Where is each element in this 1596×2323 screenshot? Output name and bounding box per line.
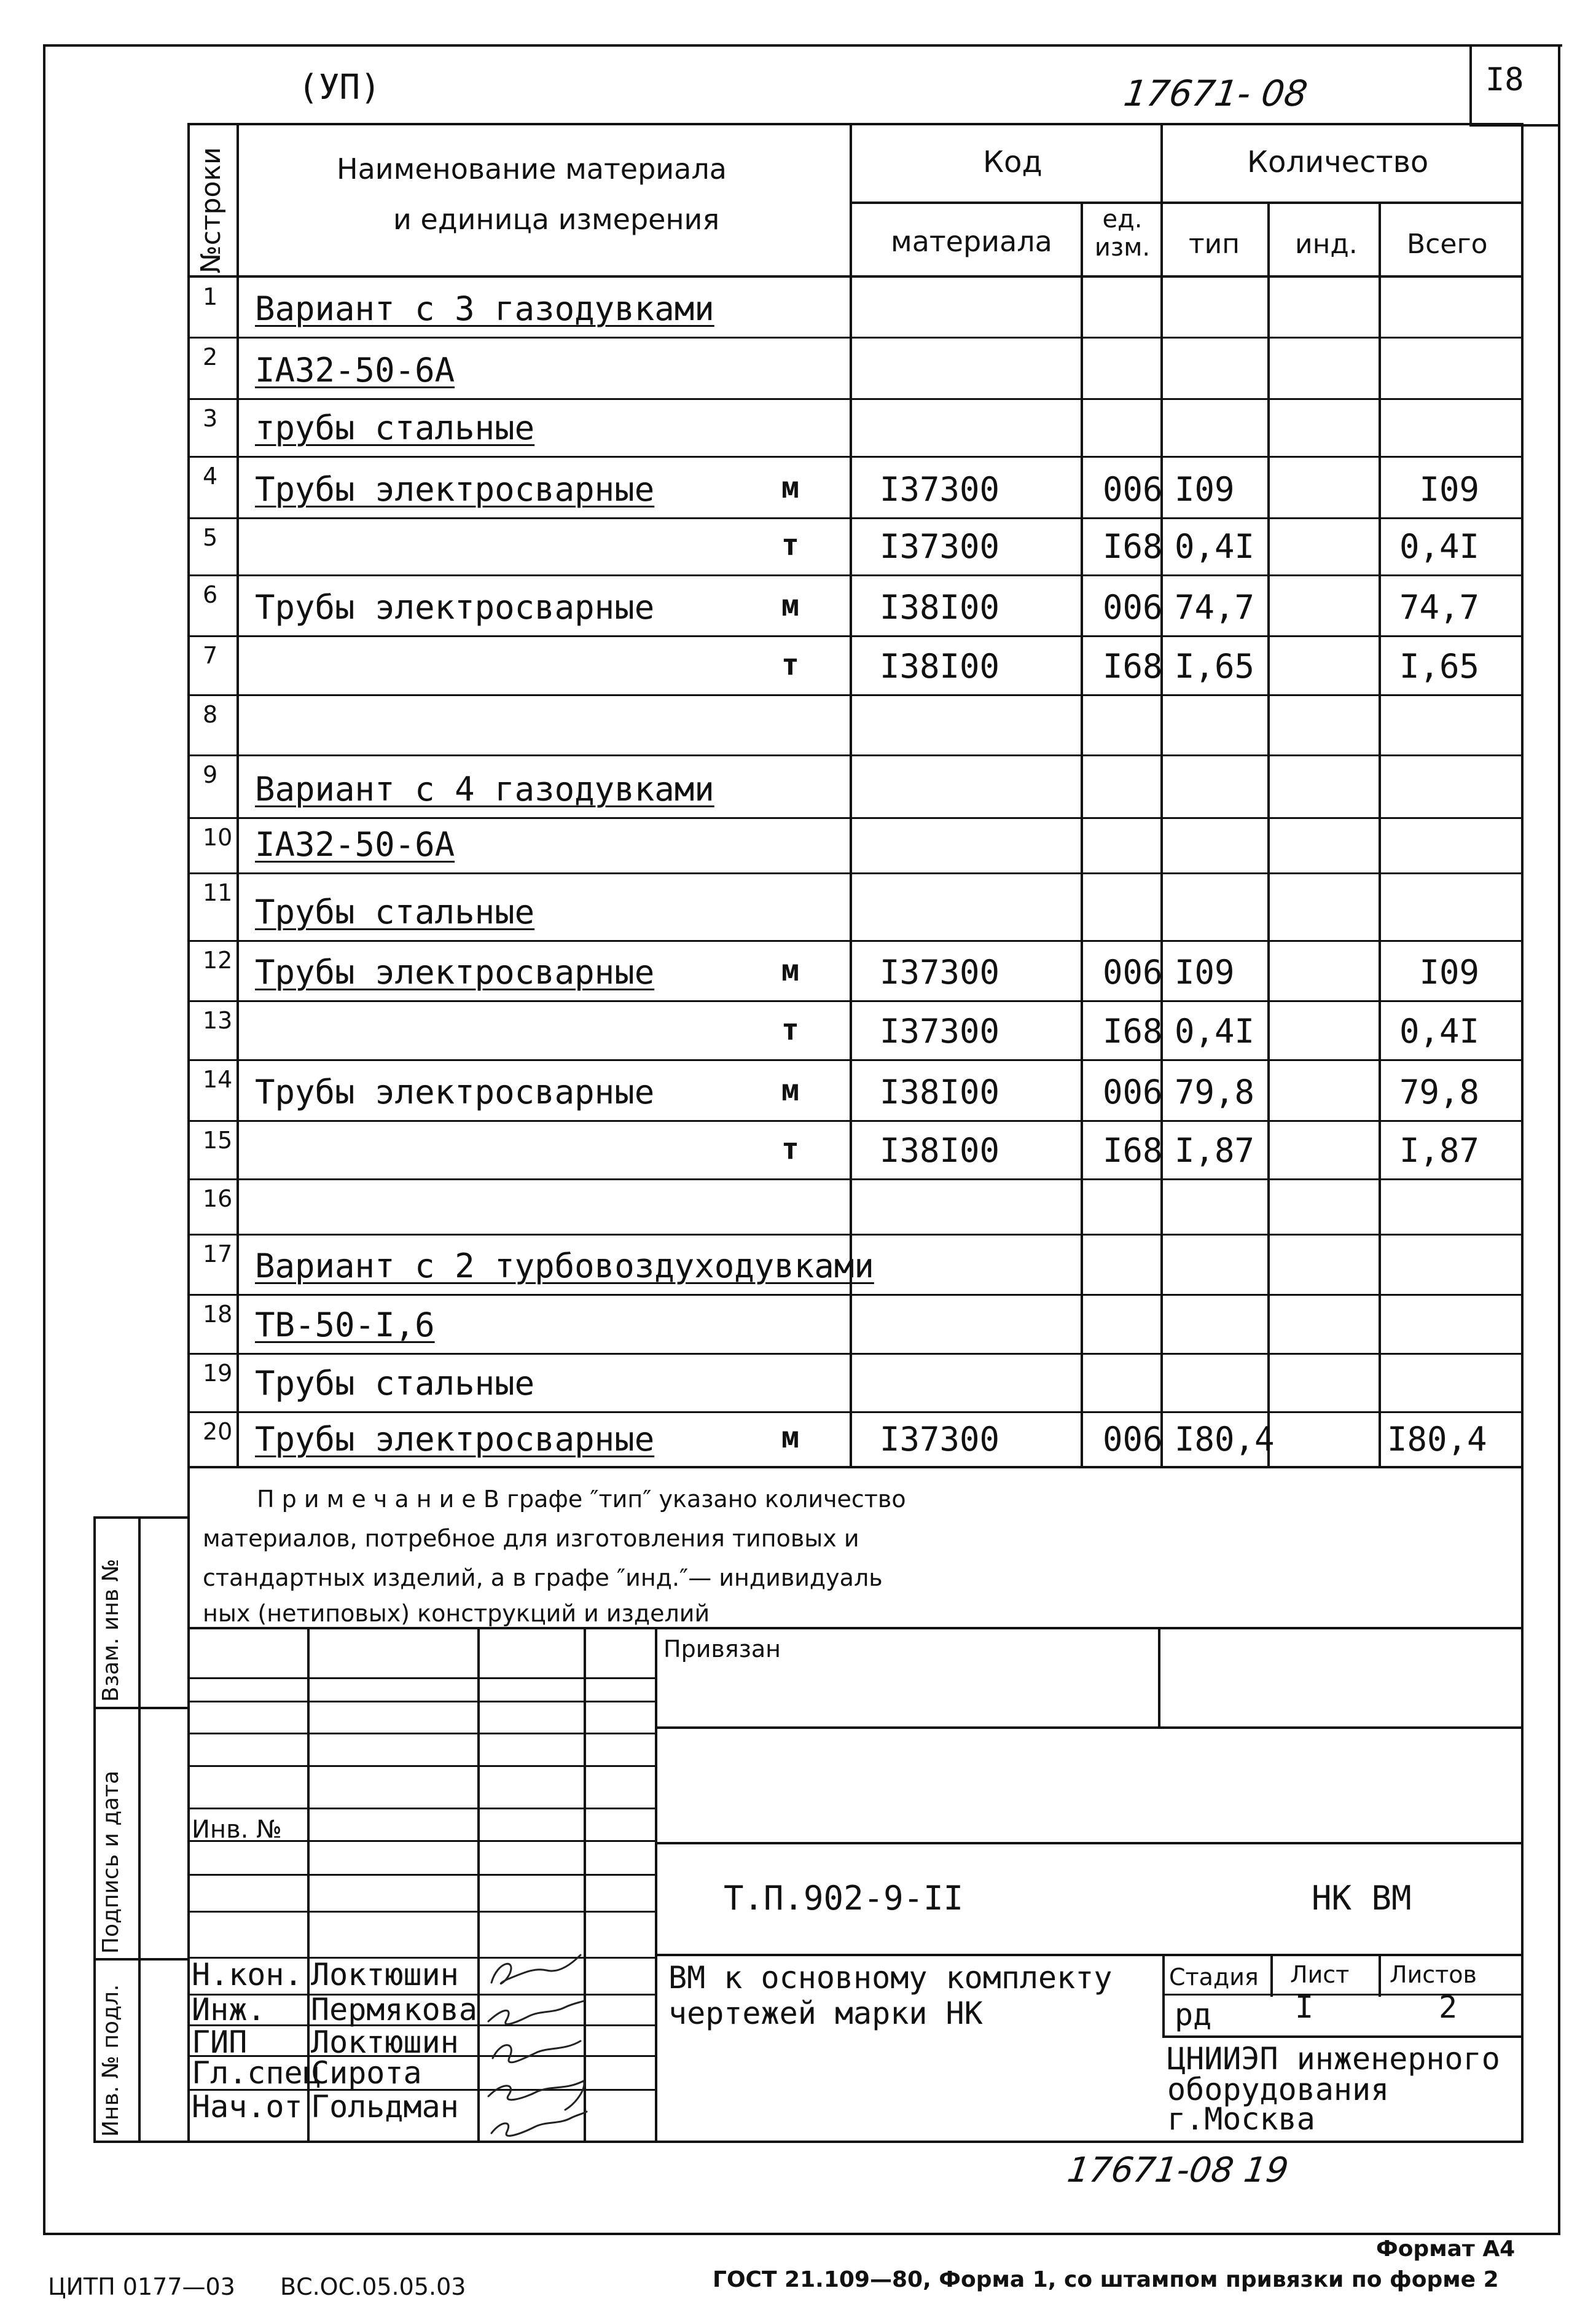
header-qty-type: тип xyxy=(1189,229,1240,260)
cell-code: I37300 xyxy=(880,470,1000,509)
row-separator xyxy=(187,337,1524,339)
cell-ucode: I68 xyxy=(1103,1012,1163,1051)
footer-format: Формат А4 xyxy=(1376,2236,1516,2262)
cell-type: 74,7 xyxy=(1175,588,1255,627)
cell-type: 0,4I xyxy=(1175,1012,1255,1051)
side-strip-mid xyxy=(138,1516,141,2143)
row-number: 2 xyxy=(203,343,218,370)
table-top xyxy=(187,123,1524,125)
cell-type: 0,4I xyxy=(1175,527,1255,566)
cell-ucode: 006 xyxy=(1103,588,1163,627)
people-grid-row xyxy=(187,1765,655,1767)
cell-ucode: I68 xyxy=(1103,527,1163,566)
row-separator xyxy=(187,456,1524,458)
row-separator xyxy=(187,1353,1524,1355)
cell-unit: м xyxy=(781,1073,799,1108)
row-number: 17 xyxy=(203,1240,233,1267)
cell-name: Вариант с 2 турбовоздуходувками xyxy=(255,1247,874,1285)
cell-unit: т xyxy=(781,528,799,562)
row-separator xyxy=(187,1000,1524,1002)
stamp-stage: рд xyxy=(1175,1997,1212,2032)
row-separator xyxy=(187,754,1524,756)
table-body-bottom xyxy=(187,1466,1524,1468)
people-grid-row xyxy=(187,1677,655,1679)
cell-total: I,65 xyxy=(1399,647,1479,686)
cell-ucode: I68 xyxy=(1103,1131,1163,1170)
stamp-mark: НК ВМ xyxy=(1312,1879,1412,1918)
stamp-stage-label: Стадия xyxy=(1169,1964,1259,1991)
stamp-stage-div1 xyxy=(1270,1954,1273,1997)
header-name-line2: и единица измерения xyxy=(393,203,720,236)
person-name: Сирота xyxy=(311,2055,422,2091)
note-line4: ных (нетиповых) конструкций и изделий xyxy=(203,1600,710,1627)
signature-3 xyxy=(493,2041,581,2062)
cell-total: I09 xyxy=(1419,953,1479,992)
frame-bottom xyxy=(43,2233,1560,2235)
header-code: Код xyxy=(983,145,1042,179)
row-number: 10 xyxy=(203,824,233,851)
person-role: Нач.от xyxy=(192,2089,303,2125)
cell-code: I37300 xyxy=(880,1420,1000,1459)
cell-name: Трубы электросварные xyxy=(255,1420,655,1459)
cell-name: трубы стальные xyxy=(255,409,535,447)
stamp-inv-no: Инв. № xyxy=(192,1816,282,1844)
stamp-sheets-label: Листов xyxy=(1390,1961,1477,1988)
cell-code: I38I00 xyxy=(880,1073,1000,1111)
cell-name: ТВ-50-I,6 xyxy=(255,1306,435,1344)
row-number: 18 xyxy=(203,1301,233,1328)
table-unit-divider xyxy=(1081,203,1083,1467)
footer-left-code2: ВС.ОС.05.05.03 xyxy=(280,2273,466,2300)
row-separator xyxy=(187,1234,1524,1236)
row-number: 4 xyxy=(203,463,218,490)
table-qty-divider xyxy=(1160,123,1163,1467)
signature-1 xyxy=(491,1955,581,1984)
row-number: 8 xyxy=(203,701,218,728)
side-label-vzam-inv: Взам. инв № xyxy=(98,1559,123,1702)
table-subheader-line xyxy=(850,202,1522,204)
table-left xyxy=(187,123,190,2141)
note-line1: П р и м е ч а н и е В графе ″тип″ указано количество xyxy=(257,1486,906,1513)
row-separator xyxy=(187,574,1524,576)
cell-type: I80,4 xyxy=(1175,1420,1275,1459)
row-number: 6 xyxy=(203,581,218,608)
row-separator xyxy=(187,398,1524,400)
row-number: 1 xyxy=(203,283,218,310)
header-quantity: Количество xyxy=(1247,145,1429,179)
table-rownum-divider xyxy=(237,123,239,1467)
cell-total: I80,4 xyxy=(1387,1420,1487,1459)
people-grid-row xyxy=(187,1733,655,1734)
cell-type: I,87 xyxy=(1175,1131,1255,1170)
row-separator xyxy=(187,1294,1524,1296)
cell-ucode: 006 xyxy=(1103,1073,1163,1111)
cell-ucode: I68 xyxy=(1103,647,1163,686)
frame-top xyxy=(43,44,1562,47)
frame-left xyxy=(43,44,45,2235)
table-total-divider xyxy=(1379,203,1381,1467)
stamp-stage-bottom xyxy=(1162,2035,1524,2038)
side-label-podpis-data: Подпись и дата xyxy=(98,1770,123,1954)
cell-unit: т xyxy=(781,1013,799,1047)
row-number: 3 xyxy=(203,405,218,432)
cell-unit: м xyxy=(781,589,799,623)
cell-name: Вариант с 4 газодувками xyxy=(255,770,714,809)
cell-code: I38I00 xyxy=(880,647,1000,686)
stamp-doc-code: Т.П.902-9-II xyxy=(724,1879,964,1918)
stamp-stage-mid xyxy=(1162,1994,1524,1996)
cell-total: 0,4I xyxy=(1399,527,1479,566)
stamp-privyazan-divider xyxy=(1158,1627,1160,1728)
people-grid-row xyxy=(187,1874,655,1876)
note-line2: материалов, потребное для изготовления типовых и xyxy=(203,1525,859,1552)
header-row-no: №строки xyxy=(195,147,227,273)
cell-code: I37300 xyxy=(880,527,1000,566)
person-name: Пермякова xyxy=(311,1992,477,2027)
side-strip-left xyxy=(93,1516,96,2143)
stamp-doccode-bottom xyxy=(655,1954,1524,1956)
row-separator xyxy=(187,1120,1524,1122)
row-number: 11 xyxy=(203,879,233,906)
cell-total: I09 xyxy=(1419,470,1479,509)
footer-gost: ГОСТ 21.109—80, Форма 1, со штампом привязки по форме 2 xyxy=(713,2267,1499,2292)
cell-type: I09 xyxy=(1175,470,1235,509)
row-separator xyxy=(187,694,1524,696)
person-role: Н.кон. xyxy=(192,1957,303,1992)
row-number: 9 xyxy=(203,761,218,788)
stamp-title-line1: ВМ к основному комплекту xyxy=(668,1960,1113,1996)
note-line3: стандартных изделий, а в графе ″инд.″— индивидуаль xyxy=(203,1564,883,1591)
cell-code: I37300 xyxy=(880,953,1000,992)
cell-type: I,65 xyxy=(1175,647,1255,686)
cell-code: I38I00 xyxy=(880,1131,1000,1170)
stamp-sheet: I xyxy=(1295,1989,1314,2025)
stamp-org-line3: г.Москва xyxy=(1167,2101,1315,2137)
row-number: 20 xyxy=(203,1418,233,1445)
cell-unit: м xyxy=(781,954,799,988)
row-separator xyxy=(187,940,1524,942)
row-separator xyxy=(187,817,1524,819)
cell-name: Трубы электросварные xyxy=(255,1073,655,1111)
stamp-org-line2: оборудования xyxy=(1167,2072,1390,2107)
sheet-number: I8 xyxy=(1485,61,1524,98)
stamp-top xyxy=(187,1627,1524,1629)
person-role: Гл.спец xyxy=(192,2055,321,2091)
cell-ucode: 006 xyxy=(1103,470,1163,509)
sheet-box-left xyxy=(1469,44,1472,125)
header-qty-total: Всего xyxy=(1407,229,1488,260)
row-separator xyxy=(187,872,1524,874)
row-separator xyxy=(187,1059,1524,1061)
row-number: 16 xyxy=(203,1185,233,1212)
row-separator xyxy=(187,635,1524,637)
cell-ucode: 006 xyxy=(1103,1420,1163,1459)
stamp-org-line1: ЦНИИЭП инженерного xyxy=(1167,2041,1500,2077)
side-strip-div2 xyxy=(93,1958,189,1961)
stamp-stage-div2 xyxy=(1379,1954,1381,1997)
table-right xyxy=(1521,123,1524,2141)
stamp-doccode-top xyxy=(655,1842,1524,1844)
stamp-sheet-label: Лист xyxy=(1290,1961,1350,1988)
side-label-inv-podl: Инв. № подл. xyxy=(98,1984,123,2137)
cell-total: 74,7 xyxy=(1399,588,1479,627)
doc-number-handwritten: 17671- 08 xyxy=(1121,72,1310,114)
cell-unit: т xyxy=(781,648,799,682)
row-separator xyxy=(187,1411,1524,1413)
table-ind-divider xyxy=(1267,203,1270,1467)
row-number: 12 xyxy=(203,947,233,974)
cell-total: 79,8 xyxy=(1399,1073,1479,1111)
cell-ucode: 006 xyxy=(1103,953,1163,992)
people-grid-row xyxy=(187,1701,655,1702)
person-name: Локтюшин xyxy=(311,2024,459,2060)
row-number: 5 xyxy=(203,524,218,551)
row-separator xyxy=(187,517,1524,519)
cell-type: I09 xyxy=(1175,953,1235,992)
header-code-material: материала xyxy=(891,225,1052,258)
cell-unit: м xyxy=(781,1420,799,1455)
person-role: Инж. xyxy=(192,1992,266,2027)
person-role: ГИП xyxy=(192,2024,248,2060)
cell-name: Трубы электросварные xyxy=(255,953,655,992)
row-number: 14 xyxy=(203,1066,233,1093)
cell-unit: т xyxy=(781,1132,799,1166)
frame-right xyxy=(1558,44,1560,2235)
row-number: 7 xyxy=(203,642,218,669)
cell-code: I37300 xyxy=(880,1012,1000,1051)
stamp-sheets: 2 xyxy=(1439,1989,1458,2025)
cell-unit: м xyxy=(781,471,799,505)
cell-name: IA32-50-6A xyxy=(255,351,455,390)
person-name: Гольдман xyxy=(311,2089,459,2125)
signatures xyxy=(479,1949,590,2145)
cell-name: Трубы электросварные xyxy=(255,588,655,627)
cell-type: 79,8 xyxy=(1175,1073,1255,1111)
cell-total: I,87 xyxy=(1399,1131,1479,1170)
header-qty-ind: инд. xyxy=(1295,229,1358,260)
cell-name: Вариант с 3 газодувками xyxy=(255,289,714,328)
people-grid-row xyxy=(187,1808,655,1809)
cell-name: IA32-50-6A xyxy=(255,825,455,864)
row-separator xyxy=(187,1178,1524,1180)
stamp-main-divider xyxy=(655,1627,657,2143)
footer-handwritten-number: 17671-08 19 xyxy=(1065,2150,1291,2190)
row-number: 19 xyxy=(203,1360,233,1387)
signature-4 xyxy=(488,2081,584,2110)
row-number: 13 xyxy=(203,1007,233,1034)
cell-name: Трубы стальные xyxy=(255,1364,535,1403)
side-strip-div1 xyxy=(93,1707,189,1709)
cell-name: Трубы электросварные xyxy=(255,470,655,509)
table-header-bottom xyxy=(187,275,1524,278)
up-label: (УП) xyxy=(298,68,381,108)
stamp-title-line2: чертежей марки НК xyxy=(668,1996,983,2031)
signature-2 xyxy=(488,2001,584,2024)
side-strip-top xyxy=(93,1516,189,1519)
cell-code: I38I00 xyxy=(880,588,1000,627)
footer-left-code1: ЦИТП 0177—03 xyxy=(48,2273,235,2300)
cell-name: Трубы стальные xyxy=(255,893,535,931)
people-grid-row xyxy=(187,1911,655,1913)
person-name: Локтюшин xyxy=(311,1957,459,1992)
signature-5 xyxy=(491,2112,587,2136)
header-code-unit: ед. изм. xyxy=(1094,205,1151,262)
stamp-privyazan-bottom xyxy=(655,1726,1524,1729)
header-name-line1: Наименование материала xyxy=(337,152,727,186)
cell-total: 0,4I xyxy=(1399,1012,1479,1051)
row-number: 15 xyxy=(203,1127,233,1154)
stamp-privyazan: Привязан xyxy=(663,1636,781,1663)
